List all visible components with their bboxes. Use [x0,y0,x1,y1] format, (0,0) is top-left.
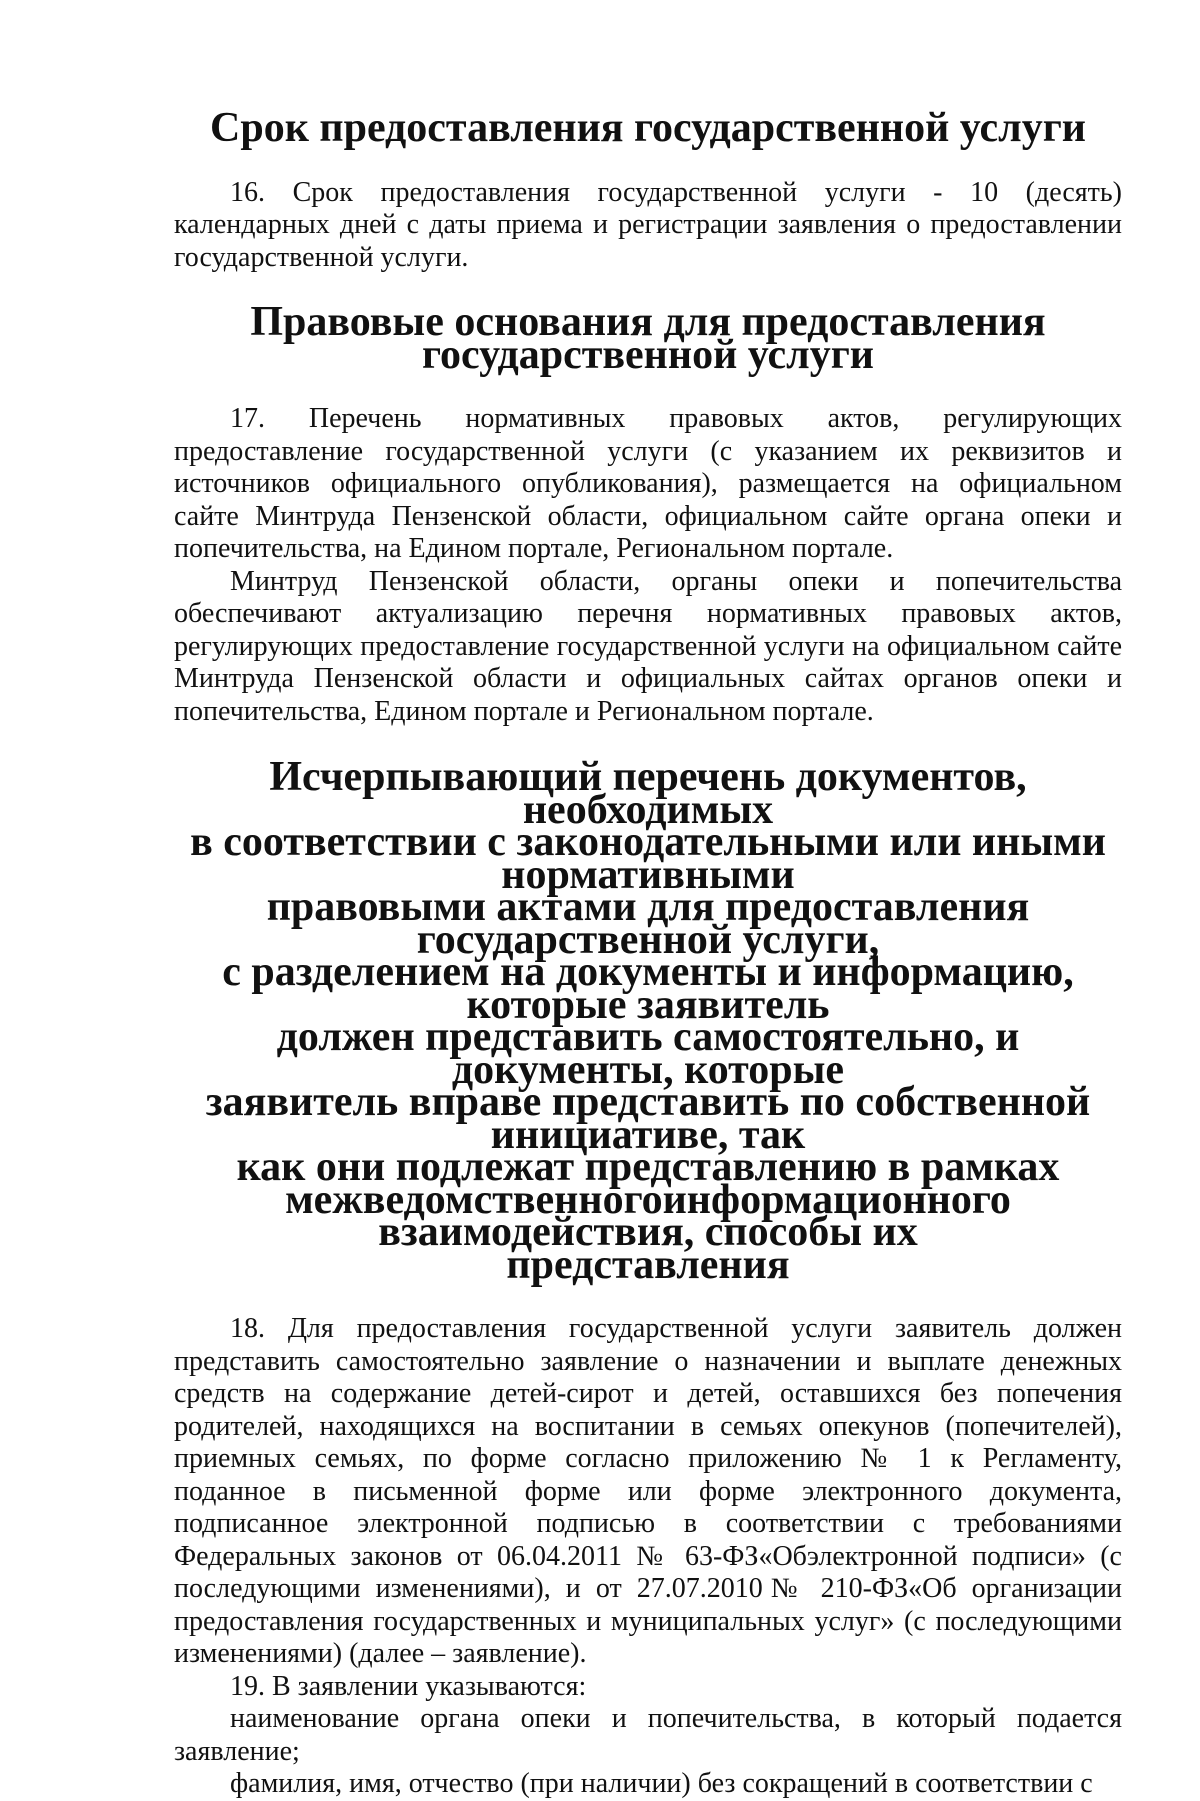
heading-line: Правовые основания для предоставления [250,299,1046,345]
heading-line: межведомственногоинформационного взаимодействия, способы их [285,1176,1011,1255]
heading-line: должен представить самостоятельно, и документы, которые [276,1014,1020,1093]
paragraph-18: 18. Для предоставления государственной услуги заявитель должен представить самостоятельно заявление о назначении и выплате денежных средств на содержание детей-сирот и детей, оставшихся без попечения родителей, находящихся на воспитании в семьях опекунов (попечителей), приемных семьях, по форме согласно приложению № 1 к Регламенту, поданное в письменной форме или форме электронного документа, подписанное электронной подписью в соответствии с требованиями Федеральных законов от 06.04.2011 № 63-ФЗ«Обэлектронной подписи» (с последующими изменениями), и от 27.07.2010№ 210-ФЗ«Об организации предоставления государственных и муниципальных услуг» (с последующими изменениями) (далее – заявление). [174,1313,1122,1669]
paragraph-19: 19. В заявлении указываются: [230,1670,587,1702]
heading-line: Срок предоставления государственной услуги [210,105,1086,151]
heading-line: в соответствии с законодательными или иными нормативными [190,819,1106,898]
heading-line: заявитель вправе представить по собственной инициативе, так [205,1079,1091,1158]
section-heading-documents [174,754,1122,1288]
paragraph-19-item-a: наименование органа опеки и попечительства, в который подается заявление; [174,1703,1122,1767]
paragraph-17-continuation: Минтруд Пензенской области, органы опеки и попечительства обеспечивают актуализацию перечня нормативных правовых актов, регулирующих предоставление государственной услуги на официальном сайте Минтруда Пензенской области и официальных сайтах органов опеки и попечительства, Едином портале и Региональном портале. [174,565,1122,727]
paragraph-16: 16. Срок предоставления государственной услуги - 10 (десять) календарных дней с даты приема и регистрации заявления о предоставлении государственной услуги. [174,176,1122,273]
heading-line: как они подлежат представлению в рамках [236,1144,1060,1190]
heading-line: Исчерпывающий перечень документов, необходимых [269,754,1027,833]
document-body [174,105,1122,1801]
heading-line: правовыми актами для предоставления государственной услуги, [266,884,1030,963]
paragraph-19-item-b: фамилия, имя, отчество (при наличии) без сокращений в соответствии с [230,1768,1093,1799]
heading-line: представления [506,1241,790,1288]
heading-line: государственной услуги [422,331,874,378]
heading-line: с разделением на документы и информацию, которые заявитель [222,949,1074,1028]
paragraph-17: 17. Перечень нормативных правовых актов, регулирующих предоставление государственной услуги (с указанием их реквизитов и источников официального опубликования), размещается на официальном сайте Минтруда Пензенской области, официальном сайте органа опеки и попечительства, на Едином портале, Региональном портале. [174,403,1122,564]
section-heading-term [174,105,1122,151]
section-heading-legal [174,299,1122,378]
